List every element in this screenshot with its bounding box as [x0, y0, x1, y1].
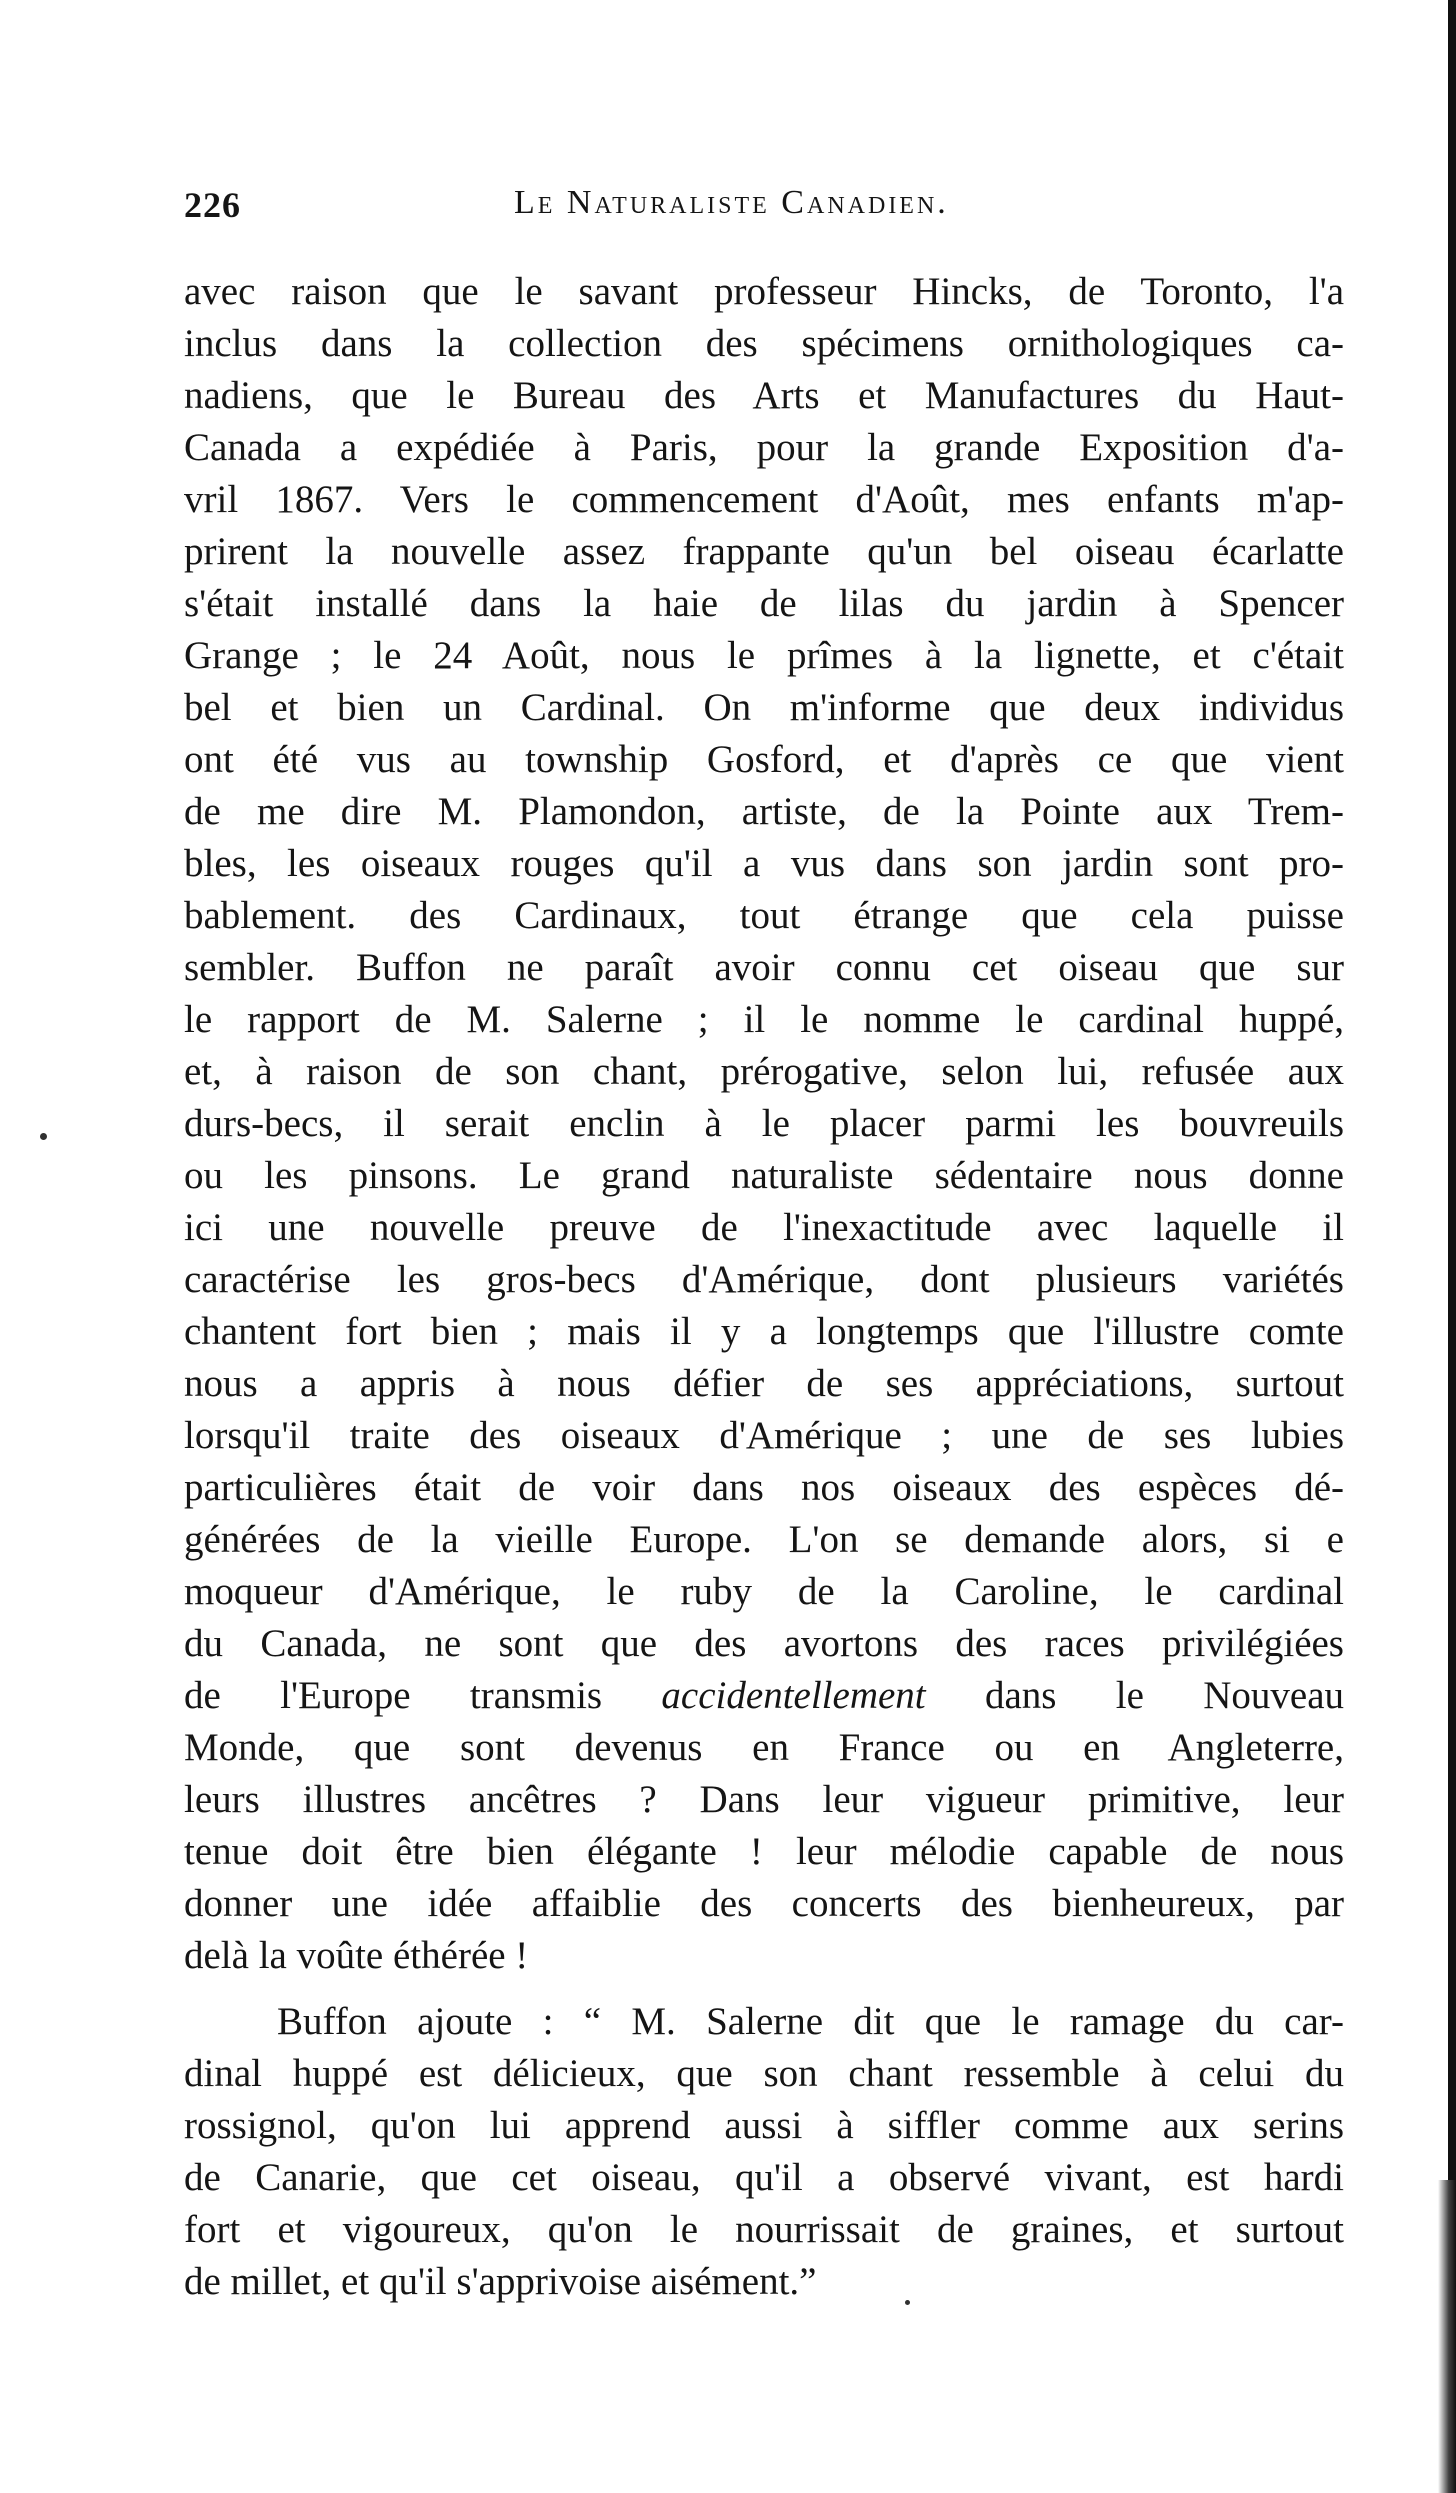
- text-line: dinal huppé est délicieux, que son chant ressemble à celui du: [184, 2052, 1344, 2095]
- text-line: ici une nouvelle preuve de l'inexactitude avec laquelle il: [184, 1206, 1344, 1249]
- text-line: Canada a expédiée à Paris, pour la grande Exposition d'a-: [184, 426, 1344, 469]
- text-line: ou les pinsons. Le grand naturaliste sédentaire nous donne: [184, 1154, 1344, 1197]
- page-number: 226: [184, 185, 241, 225]
- text-line: prirent la nouvelle assez frappante qu'un bel oiseau écarlatte: [184, 530, 1344, 573]
- text-line: et, à raison de son chant, prérogative, selon lui, refusée aux: [184, 1050, 1344, 1093]
- text-line: nous a appris à nous défier de ses appréciations, surtout: [184, 1362, 1344, 1405]
- text-line: sembler. Buffon ne paraît avoir connu cet oiseau que sur: [184, 946, 1344, 989]
- text-line: vril 1867. Vers le commencement d'Août, mes enfants m'ap-: [184, 478, 1344, 521]
- scan-speck: [40, 1133, 47, 1140]
- text-line: du Canada, ne sont que des avortons des races privilégiées: [184, 1622, 1344, 1665]
- text-line: inclus dans la collection des spécimens ornithologiques ca-: [184, 322, 1344, 365]
- paragraph-gap: [184, 1982, 1344, 1996]
- text-line: de me dire M. Plamondon, artiste, de la Pointe aux Trem-: [184, 790, 1344, 833]
- running-title: Le Naturaliste Canadien.: [514, 184, 949, 221]
- text-line: bablement. des Cardinaux, tout étrange que cela puisse: [184, 894, 1344, 937]
- text-line: particulières était de voir dans nos oiseaux des espèces dé-: [184, 1466, 1344, 1509]
- scan-speck: [905, 2300, 910, 2305]
- text-line: Monde, que sont devenus en France ou en Angleterre,: [184, 1726, 1344, 1769]
- text-line-with-italic: [184, 1670, 1344, 1722]
- text-line: de Canarie, que cet oiseau, qu'il a observé vivant, est hardi: [184, 2156, 1344, 2199]
- text-line: Buffon ajoute : “ M. Salerne dit que le ramage du car-: [277, 2000, 1344, 2043]
- italic-word: accidentellement: [661, 1674, 926, 1717]
- text-line: delà la voûte éthérée !: [184, 1934, 529, 1977]
- text-line: s'était installé dans la haie de lilas du jardin à Spencer: [184, 582, 1344, 625]
- scan-edge-shadow-lower: [1438, 2180, 1456, 2493]
- text-line: lorsqu'il traite des oiseaux d'Amérique ; une de ses lubies: [184, 1414, 1344, 1457]
- text-line: chantent fort bien ; mais il y a longtemps que l'illustre comte: [184, 1310, 1344, 1353]
- text-segment: de l'Europe transmis: [184, 1674, 662, 1717]
- text-line: fort et vigoureux, qu'on le nourrissait de graines, et surtout: [184, 2208, 1344, 2251]
- text-line: moqueur d'Amérique, le ruby de la Caroline, le cardinal: [184, 1570, 1344, 1613]
- text-line: le rapport de M. Salerne ; il le nomme le cardinal huppé,: [184, 998, 1344, 1041]
- text-line: leurs illustres ancêtres ? Dans leur vigueur primitive, leur: [184, 1778, 1344, 1821]
- text-line: caractérise les gros-becs d'Amérique, dont plusieurs variétés: [184, 1258, 1344, 1301]
- text-line: bel et bien un Cardinal. On m'informe que deux individus: [184, 686, 1344, 729]
- body-text: [184, 266, 1344, 2308]
- text-line: tenue doit être bien élégante ! leur mélodie capable de nous: [184, 1830, 1344, 1873]
- text-segment: dans le Nouveau: [925, 1674, 1345, 1717]
- text-line: générées de la vieille Europe. L'on se demande alors, si e: [184, 1518, 1344, 1561]
- text-line: bles, les oiseaux rouges qu'il a vus dans son jardin sont pro-: [184, 842, 1344, 885]
- page-header: [184, 184, 1334, 234]
- text-line: Grange ; le 24 Août, nous le prîmes à la lignette, et c'était: [184, 634, 1344, 677]
- text-line: nadiens, que le Bureau des Arts et Manufactures du Haut-: [184, 374, 1344, 417]
- text-line: durs-becs, il serait enclin à le placer parmi les bouvreuils: [184, 1102, 1344, 1145]
- text-line: avec raison que le savant professeur Hincks, de Toronto, l'a: [184, 270, 1344, 313]
- text-line: de millet, et qu'il s'apprivoise aisément.”: [184, 2260, 817, 2303]
- text-line: ont été vus au township Gosford, et d'après ce que vient: [184, 738, 1344, 781]
- scan-edge-shadow: [1448, 0, 1456, 2493]
- text-line: rossignol, qu'on lui apprend aussi à siffler comme aux serins: [184, 2104, 1344, 2147]
- text-line: donner une idée affaiblie des concerts des bienheureux, par: [184, 1882, 1344, 1925]
